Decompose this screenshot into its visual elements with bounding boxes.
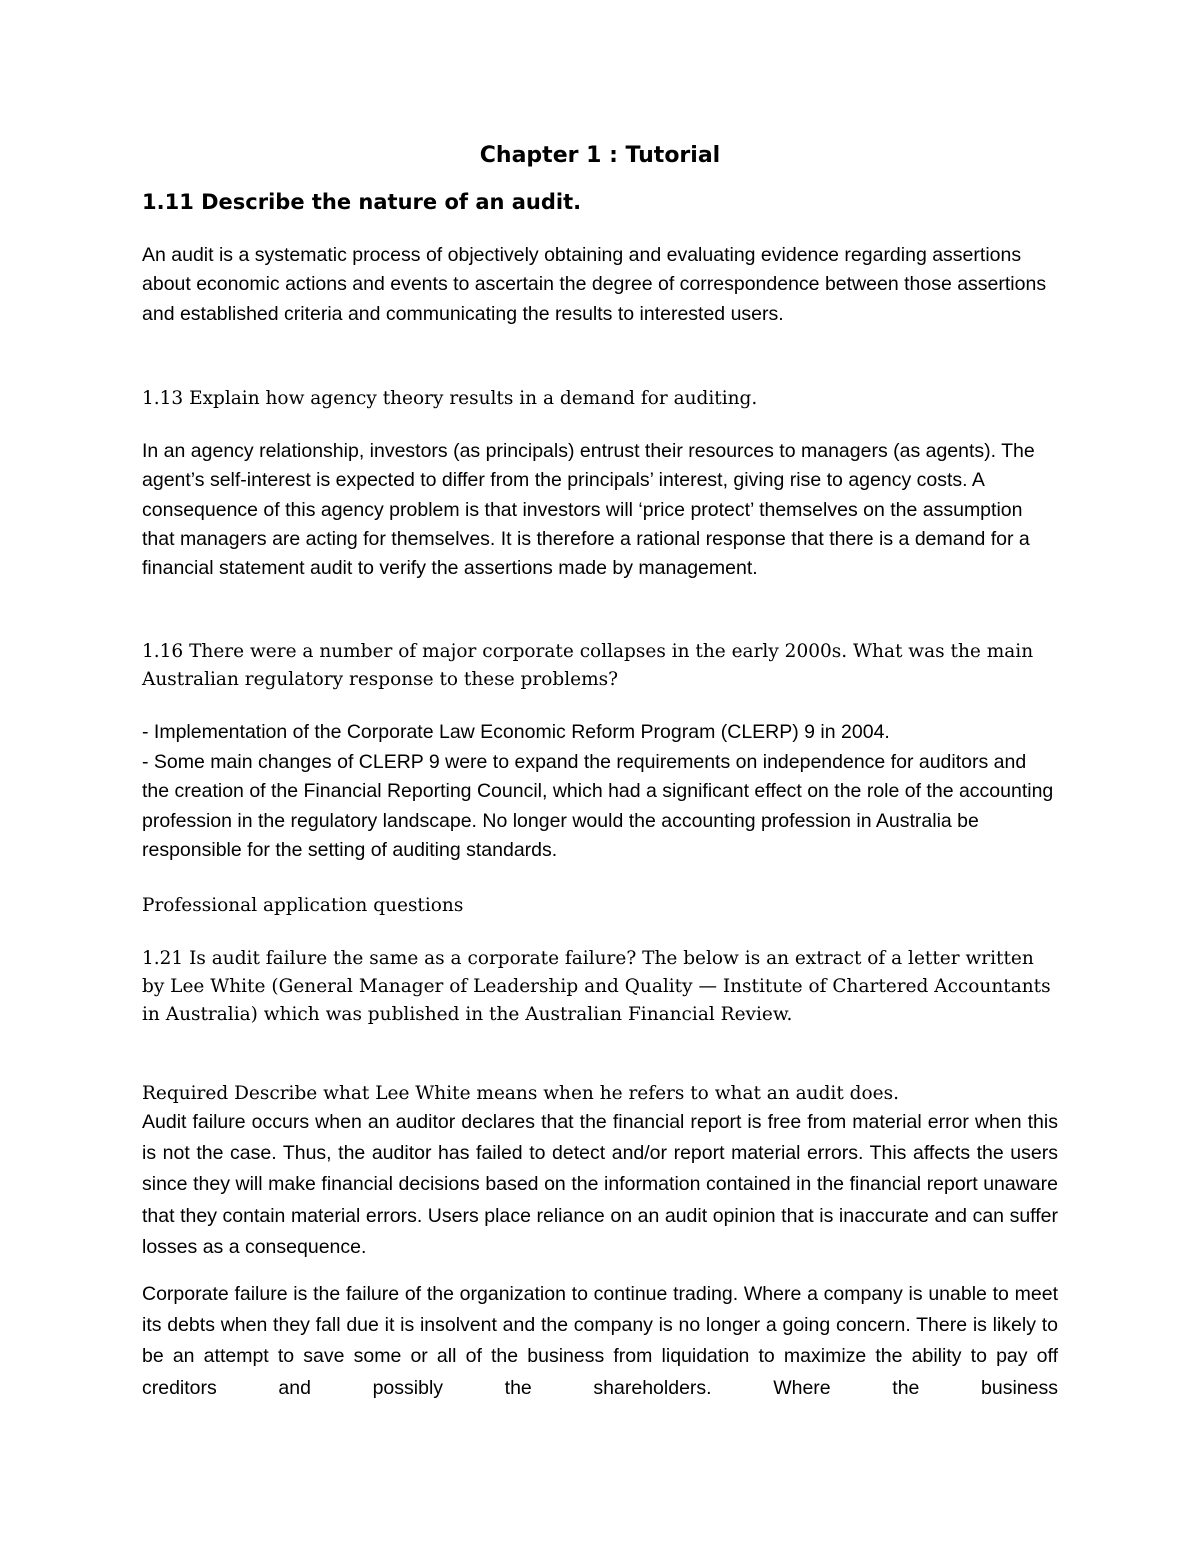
question-1-11-answer: An audit is a systematic process of objectively obtaining and evaluating evidence regarding assertions about economic actions and events to ascertain the degree of correspondence between those assertions and established criteria and communicating the results to interested users. — [142, 244, 1047, 325]
question-1-13-heading: 1.13 Explain how agency theory results in a demand for auditing. — [142, 388, 758, 409]
question-1-21-answer-audit-failure: Audit failure occurs when an auditor declares that the financial report is free from material error when this is not the case. Thus, the auditor has failed to detect and/or report material errors. This affects the users since they will make financial decisions based on the information contained in the financial report unaware that they contain material errors. Users place reliance on an audit opinion that is inaccurate and can suffer losses as a consequence. — [142, 1111, 1058, 1258]
question-1-16-bullet-1: - Implementation of the Corporate Law Economic Reform Program (CLERP) 9 in 2004. — [142, 721, 890, 743]
page-title: Chapter 1 : Tutorial — [479, 143, 721, 168]
question-1-11-heading: 1.11 Describe the nature of an audit. — [142, 190, 582, 214]
section-heading: Professional application questions — [142, 895, 464, 916]
document-page — [142, 0, 1058, 1553]
question-1-13-answer: In an agency relationship, investors (as principals) entrust their resources to managers (as agents). The agent’s self-interest is expected to differ from the principals’ interest, giving rise to agency costs. A consequence of this agency problem is that investors will ‘price protect’ themselves on the assumption that managers are acting for themselves. It is therefore a rational response that there is a demand for a financial statement audit to verify the assertions made by management. — [142, 440, 1035, 580]
question-1-16-heading: 1.16 There were a number of major corporate collapses in the early 2000s. What was the main Australian regulatory response to these problems? — [142, 641, 1034, 690]
question-1-21-answer-corporate-failure: Corporate failure is the failure of the organization to continue trading. Where a company is unable to meet its debts when they fall due it is insolvent and the company is no longer a going concern. There is likely to be an attempt to save some or all of the business from liquidation to maximize the ability to pay off creditors and possibly the shareholders. Where the business — [142, 1283, 1058, 1399]
question-1-16-bullet-2: - Some main changes of CLERP 9 were to expand the requirements on independence for auditors and the creation of the Financial Reporting Council, which had a significant effect on the role of the accounting profession in the regulatory landscape. No longer would the accounting profession in Australia be responsible for the setting of auditing standards. — [142, 751, 1054, 861]
question-1-21-heading: 1.21 Is audit failure the same as a corporate failure? The below is an extract of a letter written by Lee White (General Manager of Leadership and Quality — Institute of Chartered Accountants in Australia) which was published in the Australian Financial Review. — [142, 948, 1051, 1025]
question-1-21-required: Required Describe what Lee White means when he refers to what an audit does. — [142, 1083, 899, 1104]
